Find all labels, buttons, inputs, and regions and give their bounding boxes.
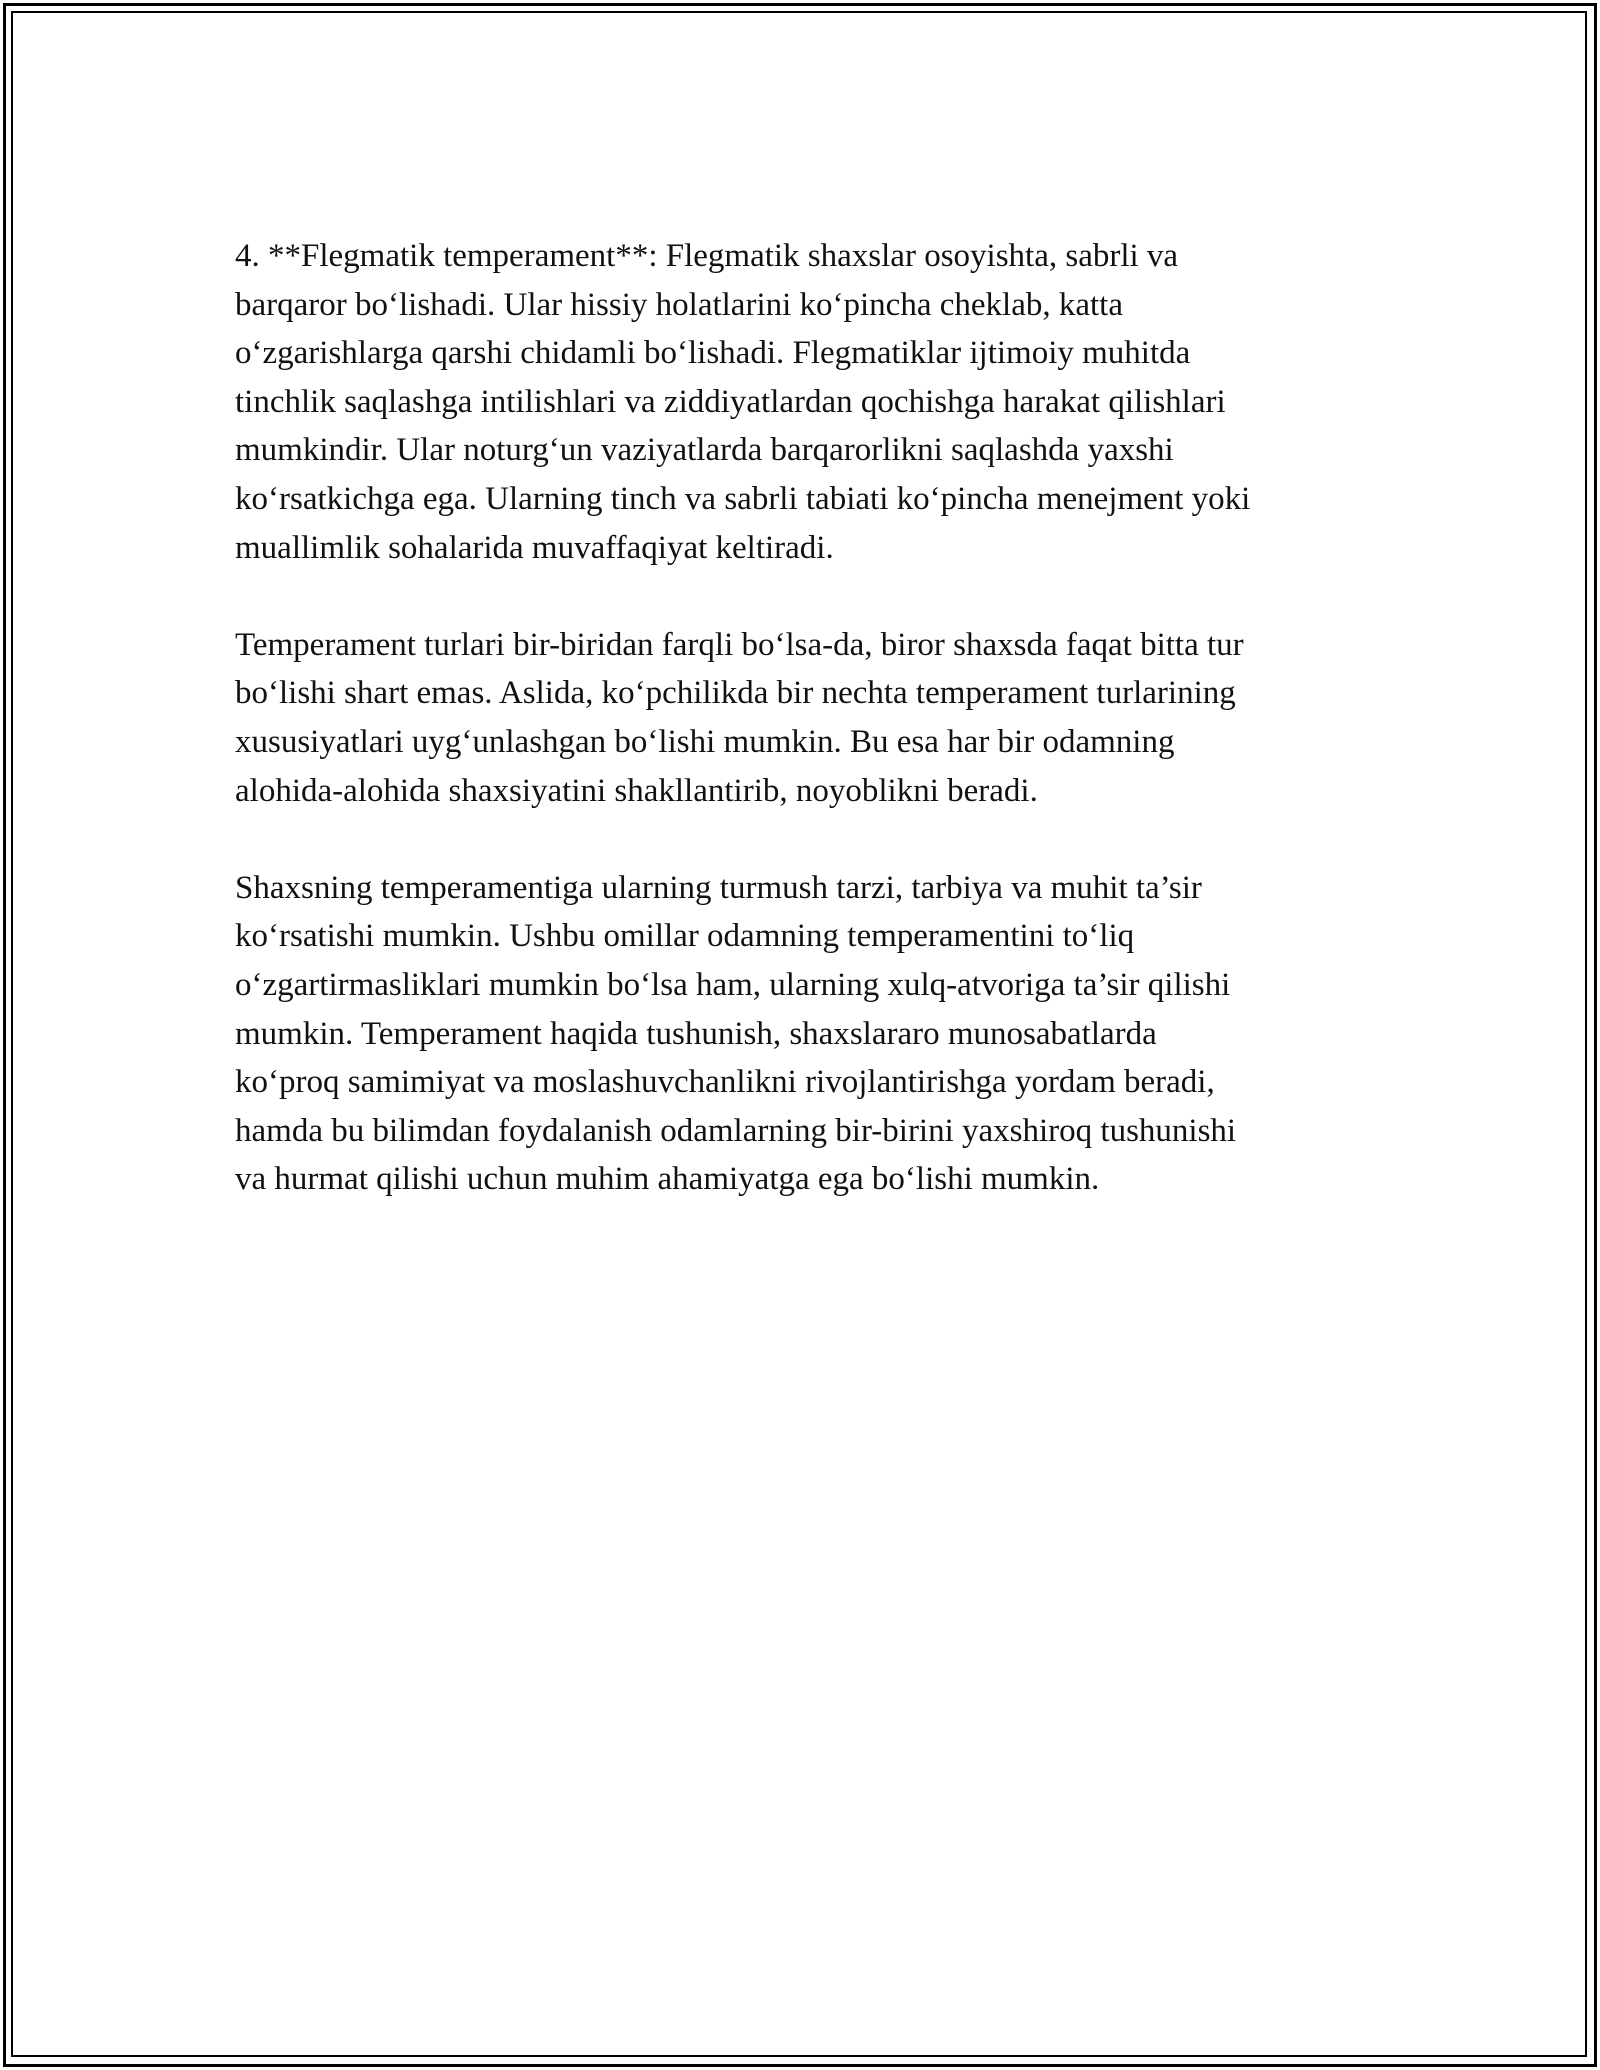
- text-line: ko‘rsatkichga ega. Ularning tinch va sabrli tabiati ko‘pincha menejment yoki: [235, 480, 1251, 517]
- text-line: o‘zgartirmasliklari mumkin bo‘lsa ham, ularning xulq-atvoriga ta’sir qilishi: [235, 966, 1231, 1003]
- text-line: o‘zgarishlarga qarshi chidamli bo‘lishadi. Flegmatiklar ijtimoiy muhitda: [235, 335, 1191, 372]
- text-line: va hurmat qilishi uchun muhim ahamiyatga ega bo‘lishi mumkin.: [235, 1161, 1100, 1198]
- text-line: Temperament turlari bir-biridan farqli bo‘lsa-da, biror shaxsda faqat bitta tur: [235, 626, 1244, 663]
- text-line: hamda bu bilimdan foydalanish odamlarning bir-birini yaxshiroq tushunishi: [235, 1112, 1237, 1149]
- text-line: xususiyatlari uyg‘unlashgan bo‘lishi mumkin. Bu esa har bir odamning: [235, 723, 1175, 760]
- text-line: mumkindir. Ular noturg‘un vaziyatlarda barqarorlikni saqlashda yaxshi: [235, 432, 1174, 469]
- paragraph-shaxsning-temperamenti: [235, 864, 1375, 1204]
- text-line: alohida-alohida shaxsiyatini shakllantirib, noyoblikni beradi.: [235, 772, 1038, 809]
- text-line: ko‘rsatishi mumkin. Ushbu omillar odamning temperamentini to‘liq: [235, 918, 1135, 955]
- text-line: barqaror bo‘lishadi. Ular hissiy holatlarini ko‘pincha cheklab, katta: [235, 286, 1123, 323]
- text-line: muallimlik sohalarida muvaffaqiyat keltiradi.: [235, 529, 834, 566]
- paragraph-flegmatik: [235, 232, 1375, 572]
- text-line: tinchlik saqlashga intilishlari va ziddiyatlardan qochishga harakat qilishlari: [235, 383, 1226, 420]
- text-line: bo‘lishi shart emas. Aslida, ko‘pchilikda bir nechta temperament turlarining: [235, 675, 1236, 712]
- text-line: Shaxsning temperamentiga ularning turmush tarzi, tarbiya va muhit ta’sir: [235, 869, 1202, 906]
- paragraph-temperament-turlari: [235, 621, 1375, 815]
- document-body: [235, 232, 1375, 1252]
- text-line: ko‘proq samimiyat va moslashuvchanlikni rivojlantirishga yordam beradi,: [235, 1064, 1215, 1101]
- text-line: 4. **Flegmatik temperament**: Flegmatik shaxslar osoyishta, sabrli va: [235, 238, 1179, 274]
- text-line: mumkin. Temperament haqida tushunish, shaxslararo munosabatlarda: [235, 1015, 1157, 1052]
